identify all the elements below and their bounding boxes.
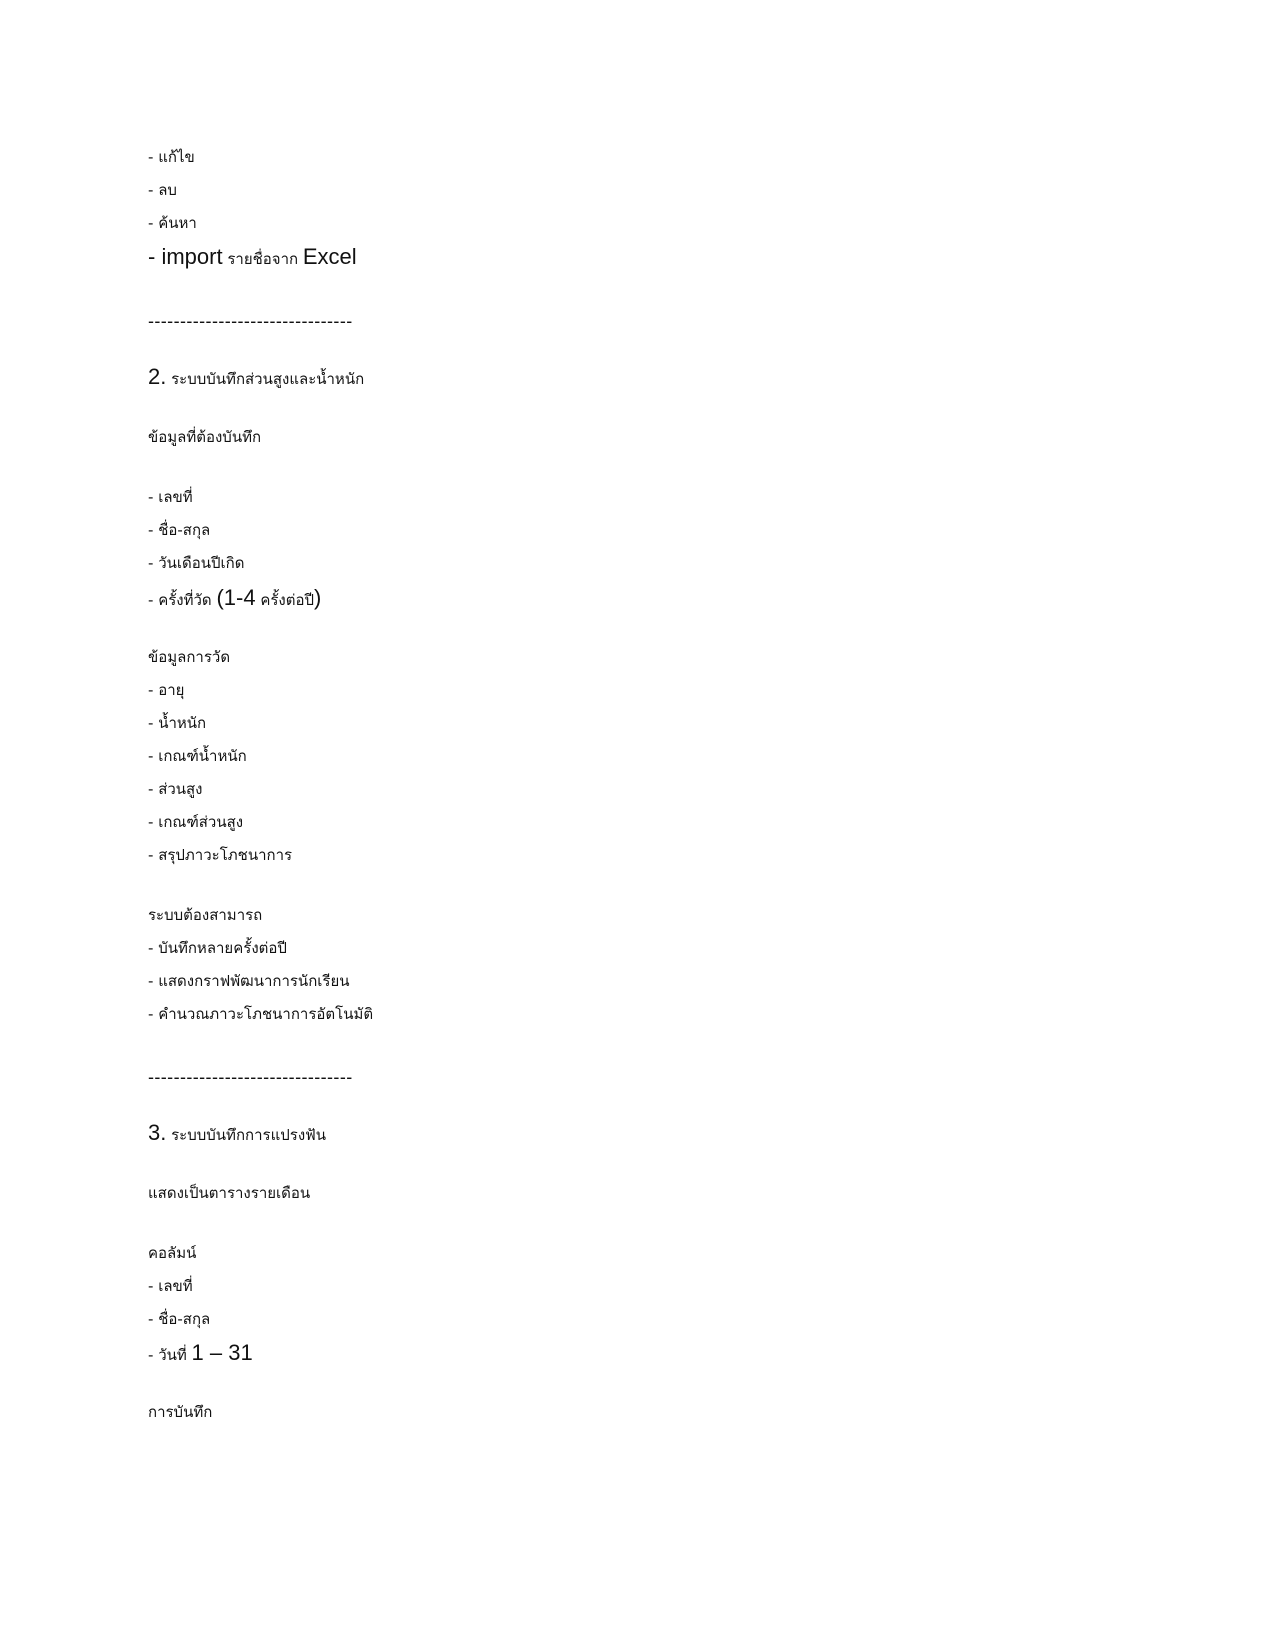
bullet-dash: -	[148, 1277, 159, 1295]
list-item-text: สรุปภาวะโภชนาการ	[158, 846, 293, 864]
excel-label: Excel	[302, 244, 357, 269]
list-item	[148, 974, 350, 989]
range-label: (1-4	[216, 585, 256, 610]
list-item	[148, 216, 197, 231]
list-item	[148, 749, 247, 764]
bullet-dash: -	[148, 747, 159, 765]
list-item	[148, 587, 321, 609]
list-item-text: เกณฑ์น้ำหนัก	[158, 747, 247, 765]
bullet-dash: -	[148, 1310, 159, 1328]
import-label: import	[161, 244, 223, 269]
list-item	[148, 848, 292, 863]
list-item-text: ลบ	[158, 181, 177, 199]
list-item	[148, 815, 243, 830]
subheading-capability: ระบบต้องสามารถ	[148, 906, 263, 924]
day-range-label: 1 – 31	[191, 1340, 253, 1365]
section-divider: --------------------------------	[148, 311, 353, 331]
bullet-dash: -	[148, 714, 159, 732]
bullet-dash: -	[148, 244, 162, 269]
bullet-dash: -	[148, 148, 159, 166]
list-item-text: แสดงกราฟพัฒนาการนักเรียน	[158, 972, 350, 990]
list-item	[148, 782, 203, 797]
section-heading	[148, 1122, 326, 1144]
list-item-text: น้ำหนัก	[158, 714, 207, 732]
subheading-measure: ข้อมูลการวัด	[148, 648, 231, 666]
display-note: แสดงเป็นตารางรายเดือน	[148, 1184, 311, 1202]
list-item	[148, 150, 195, 165]
bullet-dash: -	[148, 554, 159, 572]
section-heading	[148, 366, 364, 388]
list-item	[148, 246, 357, 268]
section-number: 2.	[148, 364, 167, 389]
section-number: 3.	[148, 1120, 167, 1145]
section-divider: --------------------------------	[148, 1067, 353, 1087]
bullet-dash: -	[148, 939, 159, 957]
list-item	[148, 1279, 193, 1294]
bullet-dash: -	[148, 521, 159, 539]
list-item-text: รายชื่อจาก	[222, 250, 303, 268]
list-item	[148, 1007, 373, 1022]
bullet-dash: -	[148, 1005, 159, 1023]
bullet-dash: -	[148, 846, 159, 864]
bullet-dash: -	[148, 780, 159, 798]
bullet-dash: -	[148, 181, 159, 199]
list-item-text: เลขที่	[158, 488, 193, 506]
list-item-text: ชื่อ-สกุล	[158, 521, 211, 539]
list-item-text: ครั้งต่อปี	[255, 591, 315, 609]
bullet-dash: -	[148, 214, 159, 232]
bullet-dash: -	[148, 972, 159, 990]
list-item-text: เกณฑ์ส่วนสูง	[158, 813, 244, 831]
list-item-text: วันที่	[158, 1346, 192, 1364]
bullet-dash: -	[148, 591, 159, 609]
bullet-dash: -	[148, 681, 159, 699]
list-item-text: คำนวณภาวะโภชนาการอัตโนมัติ	[158, 1005, 374, 1023]
subheading-record: ข้อมูลที่ต้องบันทึก	[148, 428, 262, 446]
list-item	[148, 556, 244, 571]
bullet-dash: -	[148, 813, 159, 831]
list-item	[148, 1342, 253, 1364]
section-title: ระบบบันทึกส่วนสูงและน้ำหนัก	[166, 370, 365, 388]
list-item	[148, 183, 177, 198]
bullet-dash: -	[148, 1346, 159, 1364]
close-paren: )	[314, 585, 322, 610]
list-item	[148, 941, 287, 956]
list-item-text: แก้ไข	[158, 148, 195, 166]
list-item	[148, 1312, 210, 1327]
list-item-text: ครั้งที่วัด	[158, 591, 217, 609]
list-item-text: ส่วนสูง	[158, 780, 203, 798]
bullet-dash: -	[148, 488, 159, 506]
subheading-recording: การบันทึก	[148, 1403, 213, 1421]
section-title: ระบบบันทึกการแปรงฟัน	[166, 1126, 327, 1144]
list-item-text: อายุ	[158, 681, 185, 699]
list-item-text: ชื่อ-สกุล	[158, 1310, 211, 1328]
list-item	[148, 490, 193, 505]
list-item-text: เลขที่	[158, 1277, 193, 1295]
list-item	[148, 683, 184, 698]
list-item-text: ค้นหา	[158, 214, 197, 232]
subheading-columns: คอลัมน์	[148, 1244, 197, 1262]
list-item-text: วันเดือนปีเกิด	[158, 554, 245, 572]
list-item-text: บันทึกหลายครั้งต่อปี	[158, 939, 287, 957]
list-item	[148, 716, 206, 731]
list-item	[148, 523, 210, 538]
